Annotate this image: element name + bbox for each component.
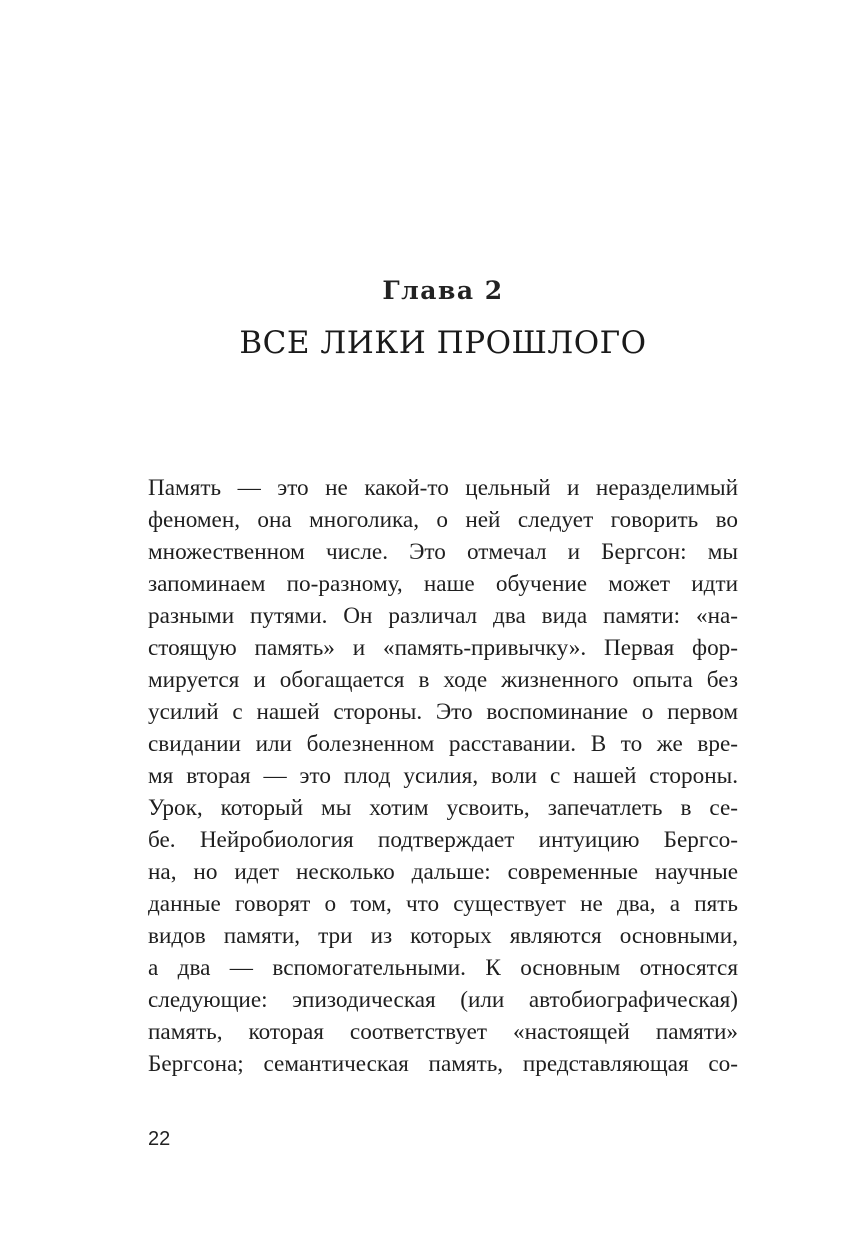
text-line: запоминаем по-разному, наше обучение может идти <box>148 571 738 597</box>
text-line: следующие: эпизодическая (или автобиографическая) <box>148 987 738 1013</box>
text-line: Память — это не какой-то цельный и неразделимый <box>148 475 738 501</box>
text-line: усилий с нашей стороны. Это воспоминание о первом <box>148 699 738 725</box>
chapter-label: Глава 2 <box>382 276 504 305</box>
chapter-title: ВСЕ ЛИКИ ПРОШЛОГО <box>239 325 647 361</box>
text-line: стоящую память» и «память-привычку». Первая фор- <box>148 635 738 661</box>
text-line: на, но идет несколько дальше: современные научные <box>148 859 738 885</box>
text-line: множественном числе. Это отмечал и Бергсон: мы <box>148 539 738 565</box>
text-line: мя вторая — это плод усилия, воли с нашей стороны. <box>148 763 738 789</box>
text-line: Бергсона; семантическая память, представляющая со- <box>148 1051 738 1077</box>
page-number: 22 <box>148 1128 171 1150</box>
text-line: память, которая соответствует «настоящей памяти» <box>148 1019 738 1045</box>
text-line: данные говорят о том, что существует не два, а пять <box>148 891 738 917</box>
body-text <box>148 472 738 1080</box>
text-line: а два — вспомогательными. К основным относятся <box>148 955 738 981</box>
text-line: видов памяти, три из которых являются основными, <box>148 923 738 949</box>
text-line: феномен, она многолика, о ней следует говорить во <box>148 507 738 533</box>
text-line: бе. Нейробиология подтверждает интуицию Бергсо- <box>148 827 738 853</box>
text-line: Урок, который мы хотим усвоить, запечатлеть в се- <box>148 795 738 821</box>
text-line: разными путями. Он различал два вида памяти: «на- <box>148 603 738 629</box>
text-line: свидании или болезненном расставании. В то же вре- <box>148 731 738 757</box>
text-line: мируется и обогащается в ходе жизненного опыта без <box>148 667 738 693</box>
